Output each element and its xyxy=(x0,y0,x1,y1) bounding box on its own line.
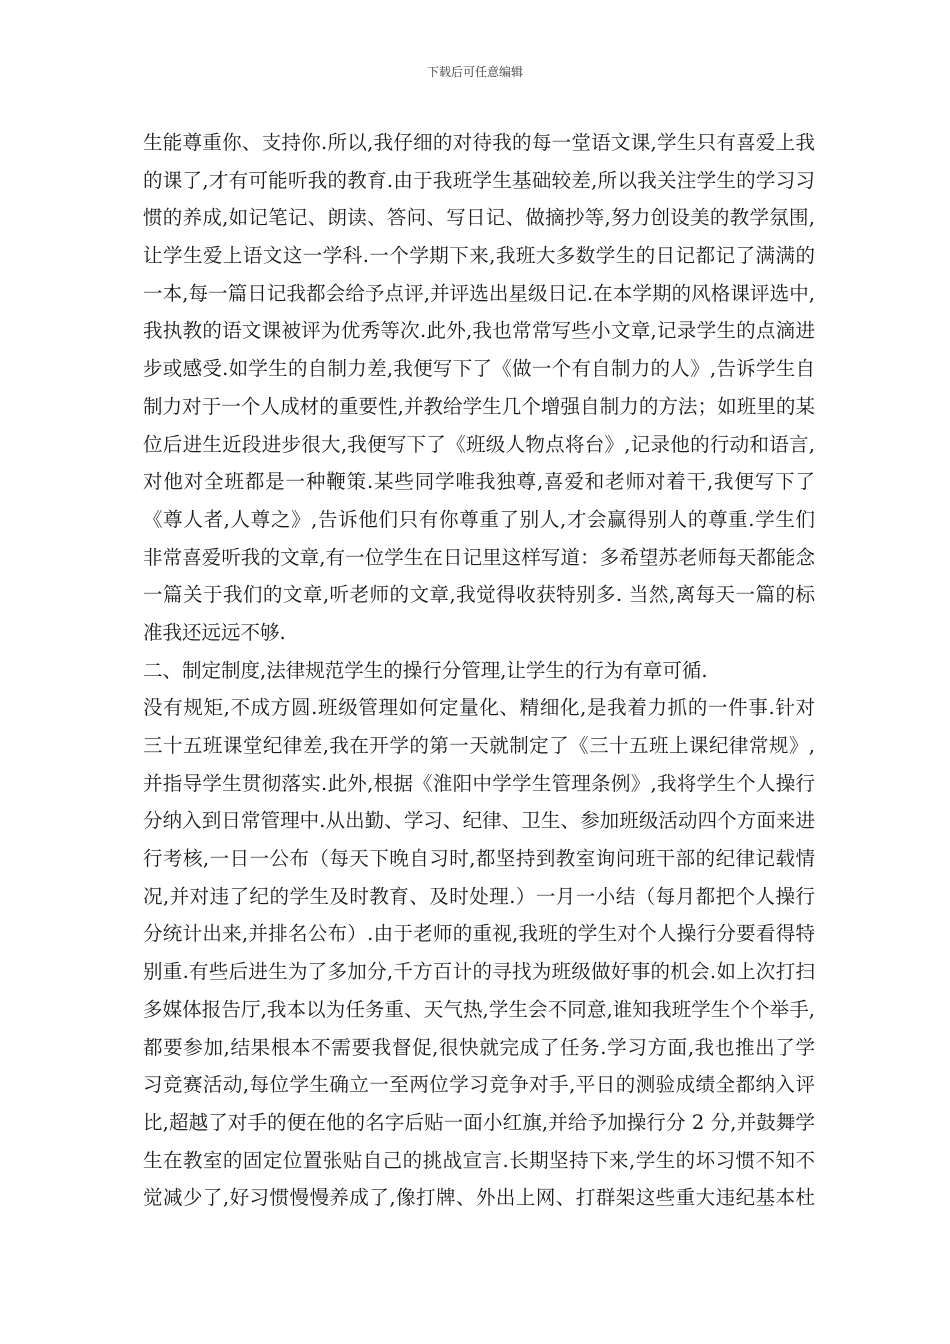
body-line: 步或感受.如学生的自制力差,我便写下了《做一个有自制力的人》,告诉学生自 xyxy=(143,357,815,381)
body-line: 《尊人者,人尊之》,告诉他们只有你尊重了别人,才会赢得别人的尊重.学生们 xyxy=(143,507,815,531)
body-line: 一本,每一篇日记我都会给予点评,并评选出星级日记.在本学期的风格课评选中, xyxy=(143,281,815,305)
document-body xyxy=(143,124,815,1217)
body-line: 的课了,才有可能听我的教育.由于我班学生基础较差,所以我关注学生的学习习 xyxy=(143,168,815,192)
body-line: 没有规矩,不成方圆.班级管理如何定量化、精细化,是我着力抓的一件事.针对 xyxy=(143,696,815,720)
section-heading: 二、制定制度,法律规范学生的操行分管理,让学生的行为有章可循. xyxy=(143,658,708,682)
page-header-note: 下载后可任意编辑 xyxy=(426,65,523,79)
body-line: 位后进生近段进步很大,我便写下了《班级人物点将台》,记录他的行动和语言, xyxy=(143,432,815,456)
body-line: 多媒体报告厅,我本以为任务重、天气热,学生会不同意,谁知我班学生个个举手, xyxy=(143,997,815,1021)
paragraph-end-line: 准我还远远不够. xyxy=(143,620,286,644)
body-line: 比,超越了对手的便在他的名字后贴一面小红旗,并给予加操行分 2 分,并鼓舞学 xyxy=(143,1110,815,1134)
body-line: 觉减少了,好习惯慢慢养成了,像打牌、外出上网、打群架这些重大违纪基本杜 xyxy=(143,1186,815,1210)
body-line: 生在教室的固定位置张贴自己的挑战宣言.长期坚持下来,学生的坏习惯不知不 xyxy=(143,1148,815,1172)
body-line: 别重.有些后进生为了多加分,千方百计的寻找为班级做好事的机会.如上次打扫 xyxy=(143,960,815,984)
body-line: 都要参加,结果根本不需要我督促,很快就完成了任务.学习方面,我也推出了学 xyxy=(143,1035,815,1059)
body-line: 让学生爱上语文这一学科.一个学期下来,我班大多数学生的日记都记了满满的 xyxy=(143,244,815,268)
body-line: 惯的养成,如记笔记、朗读、答问、写日记、做摘抄等,努力创设美的教学氛围, xyxy=(143,206,815,230)
body-line: 分统计出来,并排名公布）.由于老师的重视,我班的学生对个人操行分要看得特 xyxy=(143,922,815,946)
body-line: 制力对于一个人成材的重要性,并教给学生几个增强自制力的方法；如班里的某 xyxy=(143,394,815,418)
body-line: 对他对全班都是一种鞭策.某些同学唯我独尊,喜爱和老师对着干,我便写下了 xyxy=(143,470,815,494)
body-line: 并指导学生贯彻落实.此外,根据《淮阳中学学生管理条例》,我将学生个人操行 xyxy=(143,771,815,795)
body-line: 习竞赛活动,每位学生确立一至两位学习竞争对手,平日的测验成绩全都纳入评 xyxy=(143,1073,815,1097)
body-line: 一篇关于我们的文章,听老师的文章,我觉得收获特别多. 当然,离每天一篇的标 xyxy=(143,583,815,607)
body-line: 三十五班课堂纪律差,我在开学的第一天就制定了《三十五班上课纪律常规》, xyxy=(143,734,815,757)
body-line: 生能尊重你、支持你.所以,我仔细的对待我的每一堂语文课,学生只有喜爱上我 xyxy=(143,131,815,154)
body-line: 非常喜爱听我的文章,有一位学生在日记里这样写道：多希望苏老师每天都能念 xyxy=(143,545,815,569)
body-line: 分纳入到日常管理中.从出勤、学习、纪律、卫生、参加班级活动四个方面来进 xyxy=(143,809,815,833)
body-line: 况,并对违了纪的学生及时教育、及时处理.）一月一小结（每月都把个人操行 xyxy=(143,884,815,908)
body-line: 行考核,一日一公布（每天下晚自习时,都坚持到教室询问班干部的纪律记载情 xyxy=(143,847,815,871)
body-line: 我执教的语文课被评为优秀等次.此外,我也常常写些小文章,记录学生的点滴进 xyxy=(143,319,815,343)
